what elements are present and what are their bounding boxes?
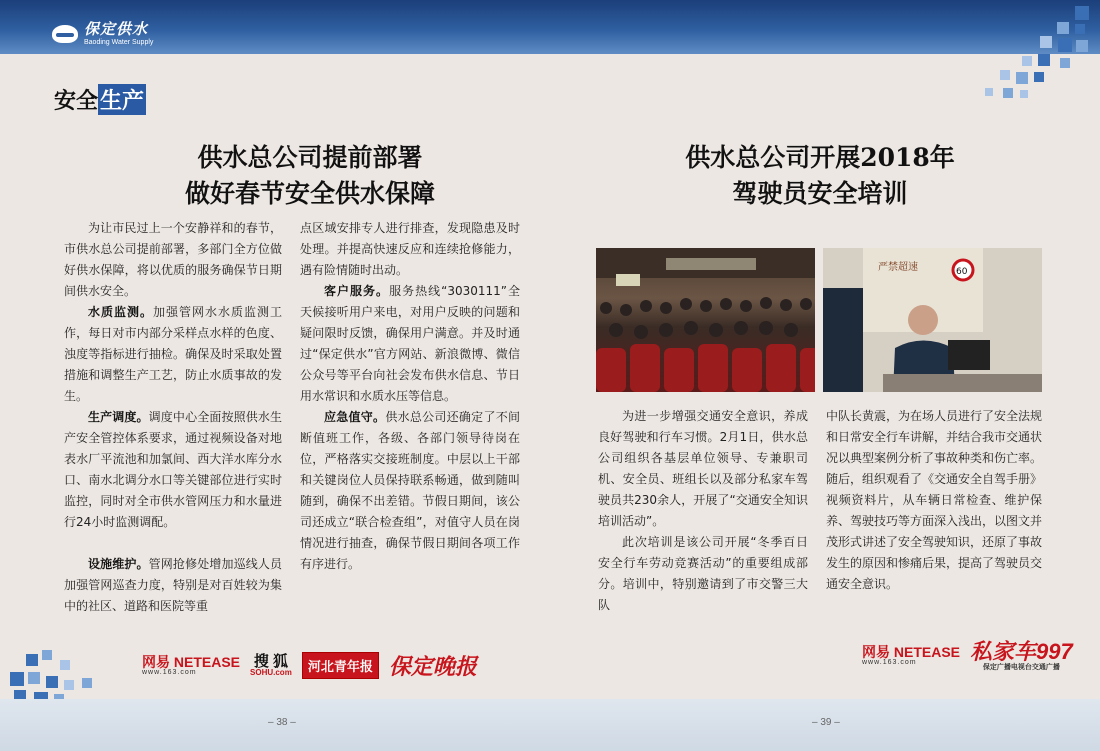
instructor-photo <box>823 248 1042 392</box>
right-article-col1 <box>598 406 808 616</box>
left-paragraph-customer-service: 客户服务。服务热线“3030111”全天候接听用户来电，对用户反映的问题和疑问限时反馈，确保用户满意。并及时通过“保定供水”官方网站、新浪微博、微信公众号等平台向社会发布供水信息、节日用水常识和水质水压等信息。 <box>300 284 520 403</box>
sponsor-logos-right <box>862 640 1073 672</box>
right-title-line2: 驾驶员安全培训 <box>732 179 908 208</box>
page-number-left: – 38 – <box>268 717 296 728</box>
left-paragraph-dispatch: 生产调度。调度中心全面按照供水生产安全管控体系要求，通过视频设备对地表水厂平流池和加氯间、西大洋水库分水口、南水北调分水口等关键部位进行实时监控，同时对全市供水管网压力和水量进行24小时监测调配。 <box>64 410 282 529</box>
left-article-col1-bottom <box>64 554 282 617</box>
left-title-line2: 做好春节安全供水保障 <box>184 179 435 208</box>
right-title-line1: 供水总公司开展2018年 <box>685 143 955 172</box>
svg-text:60: 60 <box>956 267 968 277</box>
left-article-title <box>120 140 500 212</box>
private-car-997-logo: 私家车997 保定广播电视台交通广播 <box>970 639 1073 672</box>
right-paragraph-2-end: 中队长黄震，为在场人员进行了安全法规和日常安全行车讲解，并结合我市交通状况以典型案例分析了事故种类和伤亡率。随后，组织观看了《交通安全自驾手册》视频资料片，从车辆日常检查、维护保养、驾驶技巧等方面深入浅出，以图文并茂形式讲述了安全驾驶知识，还原了事故发生的原因和惨痛后果，提高了驾驶员交通安全意识。 <box>826 409 1043 591</box>
sponsor-logos-left <box>142 650 477 681</box>
left-article-col2 <box>300 218 520 575</box>
training-audience-photo <box>596 248 815 392</box>
netease-logo-right: 网易 NETEASE www.163.com <box>862 644 961 667</box>
section-title-part2: 生产 <box>98 84 146 115</box>
header-band <box>0 0 1100 54</box>
brand-logo <box>52 22 153 46</box>
left-title-line1: 供水总公司提前部署 <box>197 143 423 172</box>
logo-chinese: 保定供水 <box>84 20 149 38</box>
page-number-right: – 39 – <box>812 717 840 728</box>
section-title-part1: 安全 <box>54 89 99 114</box>
maintenance-body-start: 管网抢修处增加巡线人员加强管网巡查力度，特别是对百姓较为集中的社区、道路和医院等重 <box>64 557 282 613</box>
left-paragraph-maintenance: 设施维护。管网抢修处增加巡线人员加强管网巡查力度，特别是对百姓较为集中的社区、道路和医院等重 <box>64 557 282 613</box>
maintenance-body-end: 点区域安排专人进行排查，发现隐患及时处理。并提高快速反应和连续抢修能力，遇有险情随时出动。 <box>300 221 520 277</box>
left-article-col1 <box>64 218 282 533</box>
netease-logo: 网易 NETEASE www.163.com <box>142 654 241 676</box>
footer-band <box>0 699 1100 751</box>
section-title <box>54 84 146 115</box>
sohu-logo: 搜 狐 SOHU.com <box>250 653 292 677</box>
left-intro: 为让市民过上一个安静祥和的春节，市供水总公司提前部署，多部门全方位做好供水保障，将以优质的服务确保节日期间供水安全。 <box>64 221 282 298</box>
water-drop-icon <box>52 25 78 43</box>
logo-english: Baoding Water Supply <box>84 39 154 46</box>
left-paragraph-water-quality: 水质监测。加强管网水水质监测工作，每日对市内部分采样点水样的色度、浊度等指标进行抽检。确保及时采取处置措施和调整生产工艺，防止水质事故的发生。 <box>64 305 282 403</box>
left-paragraph-emergency: 应急值守。供水总公司还确定了不间断值班工作，各级、各部门领导待岗在位，严格落实交接班制度。中层以上干部和关键岗位人员保持联系畅通，做到随叫随到，确保不出差错。节假日期间，该公司还成立“联合检查组”，对值守人员在岗情况进行抽查，确保节假日期间各项工作有序进行。 <box>300 410 520 571</box>
right-paragraph-1: 为进一步增强交通安全意识，养成良好驾驶和行车习惯。2月1日，供水总公司组织各基层单位领导、专兼职司机、安全员、班组长以及部分私家车驾驶员共230余人，开展了“交通安全知识培训活动”。 <box>598 409 808 528</box>
baoding-evening-news-logo: 保定晚报 <box>388 654 477 680</box>
hebei-youth-daily-logo: 河北青年报 <box>302 652 379 679</box>
right-article-col2 <box>826 406 1042 595</box>
right-paragraph-2-start: 此次培训是该公司开展“冬季百日安全行车劳动竞赛活动”的重要组成部分。培训中，特别邀请到了市交警三大队 <box>598 535 808 612</box>
right-article-title <box>630 140 1010 212</box>
svg-text:严禁超速: 严禁超速 <box>878 262 918 273</box>
